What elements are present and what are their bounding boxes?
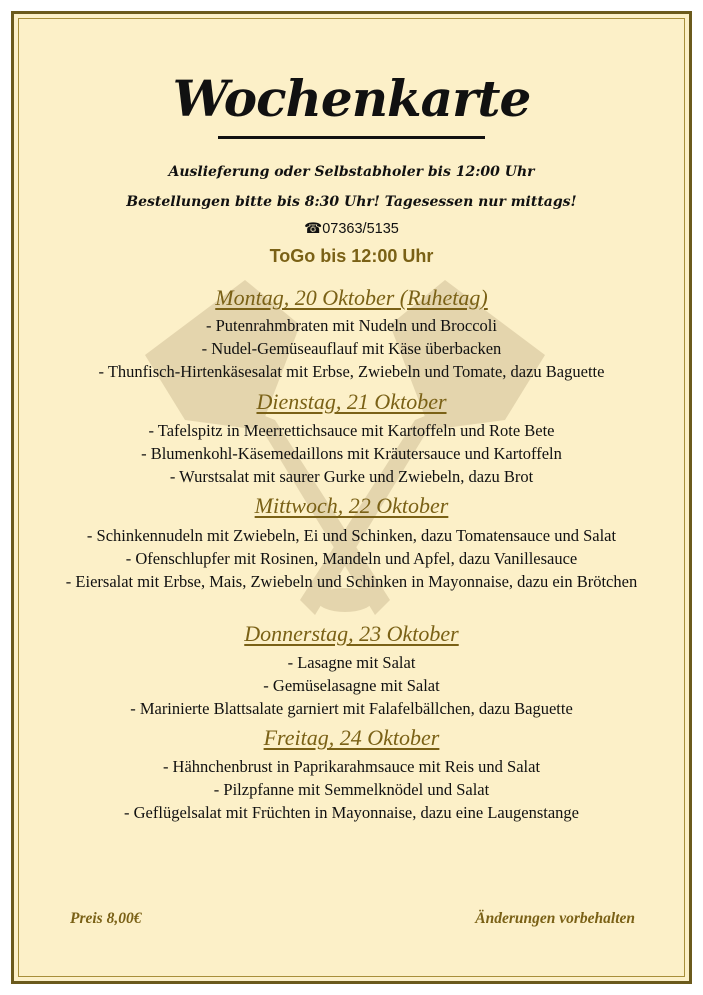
changes-reserved-note: Änderungen vorbehalten — [475, 910, 635, 927]
dish-item: - Hähnchenbrust in Paprikarahmsauce mit Reis und Salat — [162, 757, 541, 776]
dish-item: - Gemüselasagne mit Salat — [263, 676, 440, 695]
day-heading-tuesday: Dienstag, 21 Oktober — [256, 389, 447, 414]
dish-item: - Ofenschlupfer mit Rosinen, Mandeln und Apfel, dazu Vanillesauce — [125, 549, 578, 568]
order-note: Bestellungen bitte bis 8:30 Uhr! Tagesessen nur mittags! — [126, 194, 577, 210]
dish-item: - Putenrahmbraten mit Nudeln und Broccoli — [206, 316, 497, 335]
dish-item: - Tafelspitz in Meerrettichsauce mit Kartoffeln und Rote Bete — [148, 421, 555, 440]
page-title: Wochenkarte — [172, 69, 531, 128]
dish-item: - Thunfisch-Hirtenkäsesalat mit Erbse, Zwiebeln und Tomate, dazu Baguette — [98, 362, 605, 381]
title-underline — [218, 136, 485, 139]
dish-item: - Schinkennudeln mit Zwiebeln, Ei und Schinken, dazu Tomatensauce und Salat — [86, 526, 617, 545]
dish-item: - Wurstsalat mit saurer Gurke und Zwiebeln, dazu Brot — [169, 467, 534, 486]
dish-item: - Marinierte Blattsalate garniert mit Falafelbällchen, dazu Baguette — [130, 699, 573, 718]
dish-item: - Nudel-Gemüseauflauf mit Käse überbacken — [201, 339, 502, 358]
phone-number: ☎07363/5135 — [304, 221, 399, 237]
togo-note: ToGo bis 12:00 Uhr — [269, 246, 434, 266]
dish-item: - Eiersalat mit Erbse, Mais, Zwiebeln und Schinken in Mayonnaise, dazu ein Brötchen — [65, 572, 638, 591]
dish-item: - Geflügelsalat mit Früchten in Mayonnaise, dazu eine Laugenstange — [124, 803, 579, 822]
day-heading-friday: Freitag, 24 Oktober — [263, 725, 440, 750]
day-heading-thursday: Donnerstag, 23 Oktober — [244, 621, 459, 646]
dish-item: - Blumenkohl-Käsemedaillons mit Kräutersauce und Kartoffeln — [141, 444, 562, 463]
delivery-note: Auslieferung oder Selbstabholer bis 12:00 Uhr — [168, 164, 535, 180]
day-heading-wednesday: Mittwoch, 22 Oktober — [254, 493, 449, 518]
dish-item: - Lasagne mit Salat — [287, 653, 416, 672]
price-label: Preis 8,00€ — [70, 910, 142, 927]
dish-item: - Pilzpfanne mit Semmelknödel und Salat — [213, 780, 490, 799]
day-heading-monday: Montag, 20 Oktober (Ruhetag) — [215, 285, 488, 310]
